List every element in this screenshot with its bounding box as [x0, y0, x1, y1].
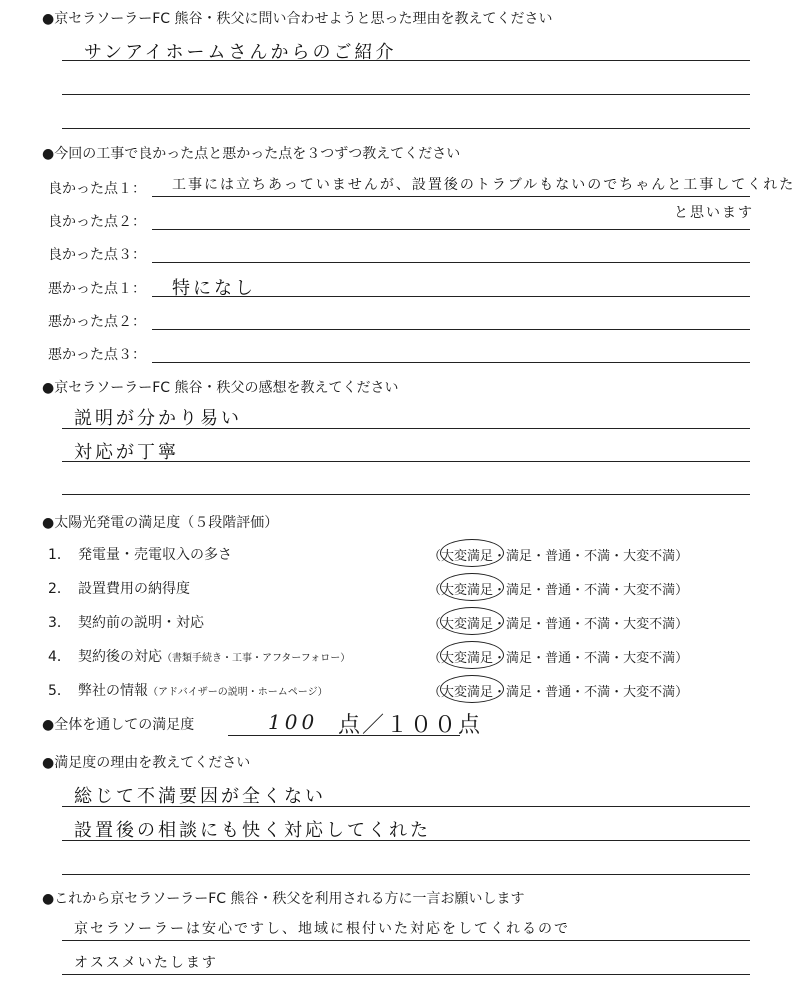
scale-open-paren: （ — [428, 651, 442, 666]
answer-good-2: と思います — [674, 205, 754, 221]
scale-option[interactable]: 普通 — [545, 685, 572, 700]
answer-line — [62, 128, 750, 129]
scale-option[interactable]: 大変不満 — [623, 549, 676, 564]
answer-line — [62, 974, 750, 975]
scale-separator: ・ — [532, 549, 546, 564]
rating-item-label: 設置費用の納得度 — [78, 581, 190, 597]
scale-separator: ・ — [610, 685, 624, 700]
selected-circle-mark — [440, 675, 507, 703]
selected-circle-mark — [440, 641, 507, 669]
answer-message-1: 京セラソーラーは安心ですし、地域に根付いた対応をしてくれるので — [74, 921, 570, 937]
answer-line — [152, 296, 750, 297]
rating-item-label: 弊社の情報 — [78, 683, 148, 699]
scale-option[interactable]: 不満 — [584, 549, 611, 564]
selected-circle-mark — [440, 539, 507, 567]
scale-separator: ・ — [532, 583, 546, 598]
overall-score-value: 100 — [268, 710, 319, 734]
question-construction: ●今回の工事で良かった点と悪かった点を３つずつ教えてください — [42, 146, 461, 162]
scale-option[interactable]: 普通 — [545, 583, 572, 598]
scale-separator: ・ — [571, 651, 585, 666]
scale-separator: ・ — [610, 549, 624, 564]
answer-line — [62, 60, 750, 61]
scale-separator: ・ — [493, 651, 507, 666]
rating-item-label: 契約前の説明・対応 — [78, 615, 204, 631]
answer-line — [62, 461, 750, 462]
scale-separator: ・ — [571, 685, 585, 700]
rating-item-label: 発電量・売電収入の多さ — [78, 547, 232, 563]
answer-line — [152, 362, 750, 363]
scale-close-paren: ） — [675, 685, 689, 700]
question-reason: ●京セラソーラーFC 熊谷・秩父に問い合わせようと思った理由を教えてください — [42, 11, 553, 27]
rating-item-note: （アドバイザーの説明・ホームページ） — [148, 687, 328, 698]
scale-option[interactable]: 大変満足 — [441, 549, 494, 564]
rating-item-3 — [48, 612, 204, 632]
scale-separator: ・ — [571, 549, 585, 564]
rating-item-1 — [48, 544, 232, 564]
scale-option[interactable]: 満足 — [506, 549, 533, 564]
scale-option[interactable]: 大変不満 — [623, 685, 676, 700]
scale-option[interactable]: 大変不満 — [623, 651, 676, 666]
answer-satisfaction-reason-1: 総じて不満要因が全くない — [74, 786, 326, 807]
label-bad-3: 悪かった点３： — [48, 347, 146, 363]
scale-separator: ・ — [571, 583, 585, 598]
scale-option[interactable]: 大変満足 — [441, 685, 494, 700]
scale-option[interactable]: 大変満足 — [441, 583, 494, 598]
rating-item-number: 4． — [48, 649, 71, 665]
answer-line — [62, 840, 750, 841]
answer-bad-1: 特になし — [172, 278, 256, 299]
answer-line — [152, 262, 750, 263]
label-good-2: 良かった点２： — [48, 214, 146, 230]
label-good-3: 良かった点３： — [48, 247, 146, 263]
scale-option[interactable]: 大変不満 — [623, 617, 676, 632]
answer-reason-1: サンアイホームさんからのご紹介 — [84, 42, 397, 63]
question-impression: ●京セラソーラーFC 熊谷・秩父の感想を教えてください — [42, 380, 399, 396]
answer-line — [62, 806, 750, 807]
question-satisfaction-reason: ●満足度の理由を教えてください — [42, 755, 251, 771]
question-message: ●これから京セラソーラーFC 熊谷・秩父を利用される方に一言お願いします — [42, 891, 525, 907]
selected-circle-mark — [440, 573, 507, 601]
score-line — [228, 735, 460, 736]
scale-option[interactable]: 満足 — [506, 651, 533, 666]
scale-option[interactable]: 普通 — [545, 617, 572, 632]
scale-option[interactable]: 大変満足 — [441, 651, 494, 666]
rating-item-label: 契約後の対応 — [78, 649, 162, 665]
scale-separator: ・ — [610, 651, 624, 666]
question-overall: ●全体を通しての満足度 — [42, 717, 195, 733]
scale-option[interactable]: 満足 — [506, 617, 533, 632]
scale-open-paren: （ — [428, 685, 442, 700]
label-bad-1: 悪かった点１： — [48, 281, 146, 297]
scale-option[interactable]: 普通 — [545, 549, 572, 564]
answer-line — [152, 196, 750, 197]
scale-option[interactable]: 普通 — [545, 651, 572, 666]
scale-open-paren: （ — [428, 549, 442, 564]
label-bad-2: 悪かった点２： — [48, 314, 146, 330]
answer-line — [62, 940, 750, 941]
scale-separator: ・ — [571, 617, 585, 632]
scale-option[interactable]: 不満 — [584, 583, 611, 598]
answer-impression-1: 説明が分かり易い — [74, 408, 242, 429]
rating-item-number: 3． — [48, 615, 71, 631]
scale-separator: ・ — [532, 651, 546, 666]
answer-line — [152, 329, 750, 330]
scale-option[interactable]: 大変不満 — [623, 583, 676, 598]
scale-option[interactable]: 不満 — [584, 685, 611, 700]
scale-option[interactable]: 不満 — [584, 617, 611, 632]
answer-message-2: オススメいたします — [74, 955, 218, 971]
scale-separator: ・ — [493, 549, 507, 564]
scale-option[interactable]: 満足 — [506, 583, 533, 598]
answer-line — [62, 94, 750, 95]
selected-circle-mark — [440, 607, 507, 635]
scale-option[interactable]: 不満 — [584, 651, 611, 666]
overall-score-unit: 点／１００点 — [338, 713, 483, 738]
scale-open-paren: （ — [428, 583, 442, 598]
scale-separator: ・ — [493, 583, 507, 598]
scale-option[interactable]: 大変満足 — [441, 617, 494, 632]
scale-separator: ・ — [532, 617, 546, 632]
answer-satisfaction-reason-2: 設置後の相談にも快く対応してくれた — [74, 820, 431, 841]
scale-open-paren: （ — [428, 617, 442, 632]
answer-line — [62, 874, 750, 875]
scale-close-paren: ） — [675, 651, 689, 666]
scale-separator: ・ — [610, 583, 624, 598]
rating-item-5 — [48, 680, 328, 700]
answer-good-1: 工事には立ちあっていませんが、設置後のトラブルもないのでちゃんと工事してくれた — [172, 177, 796, 193]
answer-impression-2: 対応が丁寧 — [74, 442, 179, 463]
answer-line — [62, 494, 750, 495]
scale-close-paren: ） — [675, 617, 689, 632]
rating-item-number: 2． — [48, 581, 71, 597]
scale-separator: ・ — [610, 617, 624, 632]
label-good-1: 良かった点１： — [48, 181, 146, 197]
rating-item-number: 1． — [48, 547, 71, 563]
scale-separator: ・ — [493, 685, 507, 700]
question-satisfaction: ●太陽光発電の満足度（５段階評価） — [42, 515, 279, 531]
scale-option[interactable]: 満足 — [506, 685, 533, 700]
answer-line — [62, 428, 750, 429]
rating-item-2 — [48, 578, 190, 598]
scale-separator: ・ — [532, 685, 546, 700]
answer-line — [152, 229, 750, 230]
scale-close-paren: ） — [675, 549, 689, 564]
rating-item-number: 5． — [48, 683, 71, 699]
rating-item-note: （書類手続き・工事・アフターフォロー） — [162, 653, 351, 664]
scale-close-paren: ） — [675, 583, 689, 598]
scale-separator: ・ — [493, 617, 507, 632]
rating-item-4 — [48, 646, 350, 666]
